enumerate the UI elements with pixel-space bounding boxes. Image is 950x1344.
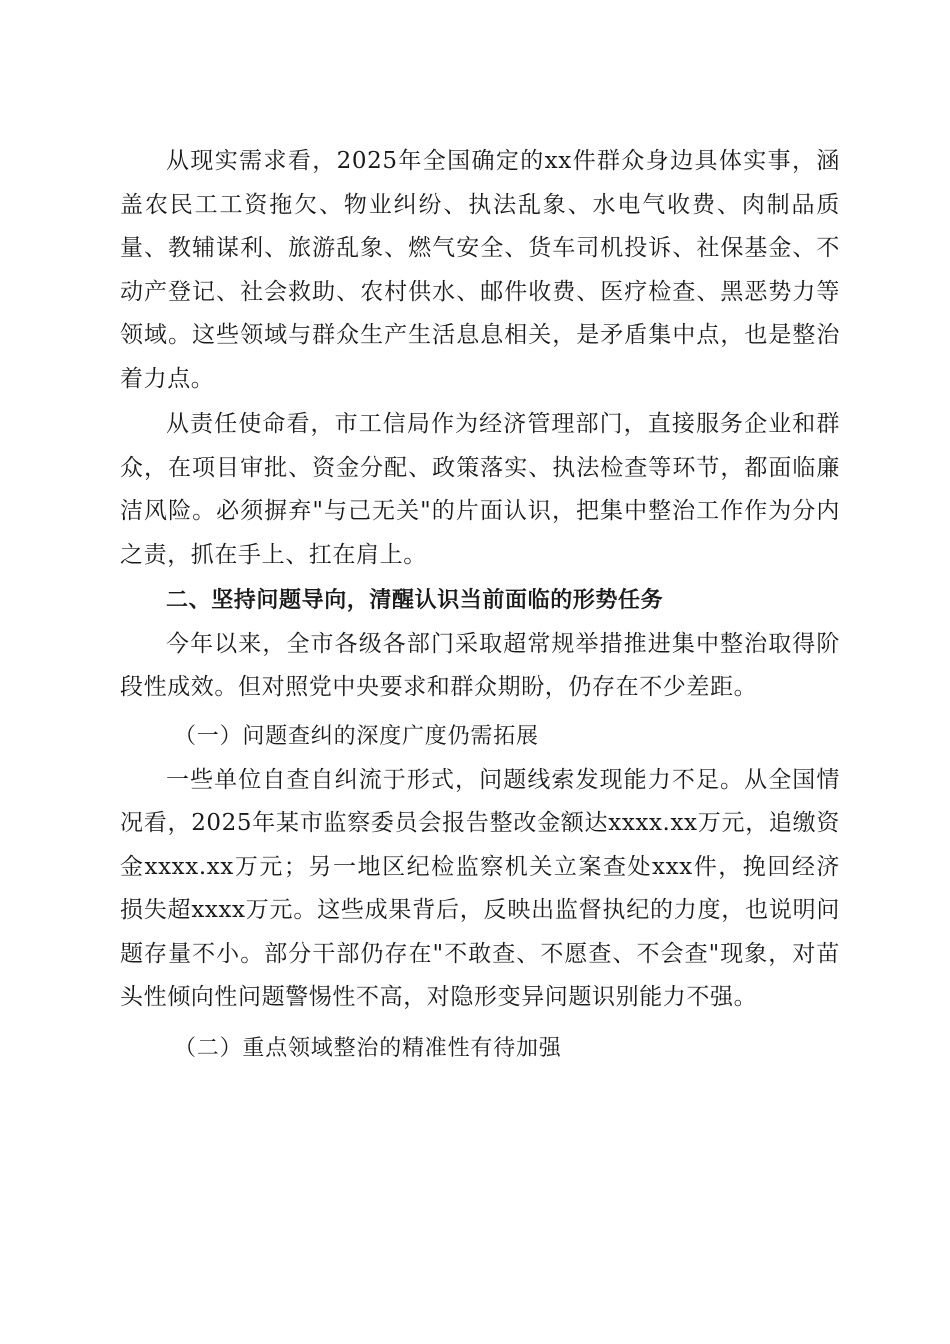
paragraph-responsibility: 从责任使命看，市工信局作为经济管理部门，直接服务企业和群众，在项目审批、资金分配、政策落实、执法检查等环节，都面临廉洁风险。必须摒弃"与己无关"的片面认识，把集中整治工作作为分内之责，抓在手上、扛在肩上。 (120, 411, 840, 568)
subheading-1: （一）问题查纠的深度广度仍需拓展 (174, 723, 539, 749)
document-body (120, 140, 840, 1071)
paragraph-progress: 今年以来，全市各级各部门采取超常规举措推进集中整治取得阶段性成效。但对照党中央要求和群众期盼，仍存在不少差距。 (120, 630, 840, 700)
paragraph-issue-investigation: 一些单位自查自纠流于形式，问题线索发现能力不足。从全国情况看，2025年某市监察委员会报告整改金额达xxxx.xx万元，追缴资金xxxx.xx万元；另一地区纪检监察机关立案查处xxx件，挽回经济损失超xxxx万元。这些成果背后，反映出监督执纪的力度，也说明问题存量不小。部分干部仍存在"不敢查、不愿查、不会查"现象，对苗头性倾向性问题警惕性不高，对隐形变异问题识别能力不强。 (120, 766, 840, 1010)
subheading-2: （二）重点领域整治的精准性有待加强 (174, 1035, 562, 1061)
paragraph-practical-needs: 从现实需求看，2025年全国确定的xx件群众身边具体实事，涵盖农民工工资拖欠、物业纠纷、执法乱象、水电气收费、肉制品质量、教辅谋利、旅游乱象、燃气安全、货车司机投诉、社保基金、不动产登记、社会救助、农村供水、邮件收费、医疗检查、黑恶势力等领域。这些领域与群众生产生活息息相关，是矛盾集中点，也是整治着力点。 (120, 148, 840, 392)
section-heading-2: 二、坚持问题导向，清醒认识当前面临的形势任务 (166, 588, 664, 613)
